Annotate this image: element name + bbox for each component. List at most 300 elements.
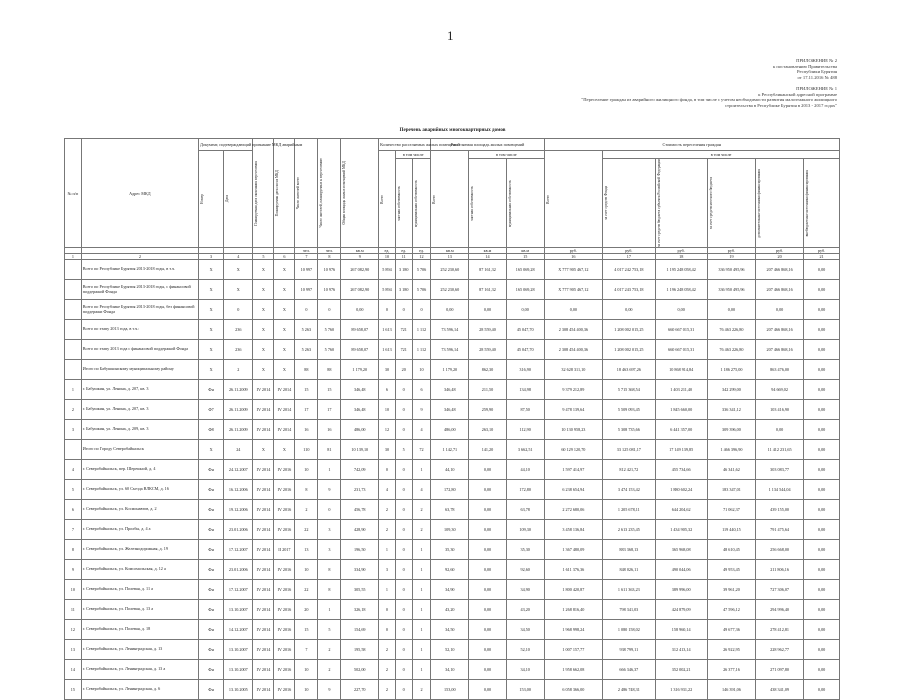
table-cell: IV 2014 xyxy=(253,500,274,520)
table-cell: 0,00 xyxy=(469,580,507,600)
table-cell xyxy=(65,320,82,340)
table-cell: 0,00 xyxy=(506,300,544,320)
table-cell: 92,60 xyxy=(431,560,469,580)
table-row xyxy=(65,360,840,380)
table-cell: 1 179,20 xyxy=(341,360,379,380)
table-cell: 43,20 xyxy=(506,600,544,620)
table-cell: Ф8 xyxy=(199,420,224,440)
table-cell: 73 596,14 xyxy=(431,340,469,360)
table-cell: 742,09 xyxy=(341,460,379,480)
table-cell: 256 668,00 xyxy=(756,540,804,560)
table-cell: IV 2014 xyxy=(253,620,274,640)
header-rooms-ownership: в том числе xyxy=(395,151,431,159)
address-cell: г. Северобайкальск, ул. Полевая, д. 18 xyxy=(81,620,198,640)
table-cell: 195,58 xyxy=(341,640,379,660)
table-cell: 1 xyxy=(318,460,341,480)
table-cell: 863 476,00 xyxy=(756,360,804,380)
table-cell: 17 xyxy=(318,400,341,420)
unit-cell: ед. xyxy=(379,248,396,254)
unit-cell: ед. xyxy=(412,248,431,254)
table-cell: 196,50 xyxy=(341,540,379,560)
table-cell: Фн xyxy=(199,640,224,660)
table-cell: II 2017 xyxy=(274,540,295,560)
table-cell: 15 xyxy=(295,380,318,400)
table-cell: 1 142,71 xyxy=(431,440,469,460)
table-cell: Фн xyxy=(199,520,224,540)
table-cell: 13.10.2005 xyxy=(224,680,253,700)
table-row xyxy=(65,420,840,440)
table-cell: 26.11.2009 xyxy=(224,400,253,420)
table-cell: 17 149 139,85 xyxy=(655,440,707,460)
table-cell: IV 2016 xyxy=(274,560,295,580)
table-cell: IV 2016 xyxy=(274,520,295,540)
table-cell: 0,00 xyxy=(469,540,507,560)
table-cell: Фн xyxy=(199,500,224,520)
table-cell: 1 597 414,97 xyxy=(544,460,603,480)
table-cell: 0,00 xyxy=(804,260,840,280)
table-cell: 0,00 xyxy=(804,540,840,560)
table-cell: 1 179,20 xyxy=(431,360,469,380)
table-row xyxy=(65,640,840,660)
address-cell: г. Северобайкальск, ул. Космонавтов, д. 2 xyxy=(81,500,198,520)
unit-cell: кв.м xyxy=(431,248,469,254)
table-cell: 346,48 xyxy=(341,400,379,420)
table-cell: 0,00 xyxy=(469,480,507,500)
table-cell: 2 xyxy=(412,500,431,520)
table-cell: 5 509 093,45 xyxy=(603,400,655,420)
table-cell: 76 463 226,80 xyxy=(707,320,755,340)
table-cell: 24.12.2007 xyxy=(224,460,253,480)
table-cell: 938 799,11 xyxy=(603,640,655,660)
table-cell: 0,00 xyxy=(804,620,840,640)
table-cell: 10 997 xyxy=(295,260,318,280)
table-cell: 2 272 680,06 xyxy=(544,500,603,520)
table-cell: 7 xyxy=(295,640,318,660)
table-body xyxy=(65,260,840,700)
table-cell: 2 xyxy=(379,640,396,660)
table-cell: 13 xyxy=(295,540,318,560)
table-cell: 1 845 660,00 xyxy=(655,400,707,420)
table-cell: 146 391,06 xyxy=(707,680,755,700)
table-cell: X 777 905 467,12 xyxy=(544,260,603,280)
header-cost-sources: в том числе xyxy=(603,151,840,159)
column-number-cell: 3 xyxy=(199,254,224,260)
table-cell xyxy=(65,300,82,320)
table-cell: 0,00 xyxy=(804,300,840,320)
table-cell: 0 xyxy=(395,380,412,400)
table-cell: 0 xyxy=(395,620,412,640)
table-row xyxy=(65,260,840,280)
table-cell: Фн xyxy=(199,600,224,620)
table-cell: 0,00 xyxy=(804,340,840,360)
table-cell: 346,48 xyxy=(431,400,469,420)
table-cell: 2 486 748,31 xyxy=(603,680,655,700)
table-cell: 1 186 275,00 xyxy=(707,360,755,380)
table-cell: X xyxy=(274,340,295,360)
table-cell: IV 2014 xyxy=(274,420,295,440)
table-cell: 0,00 xyxy=(469,680,507,700)
table-cell: 14.12.2007 xyxy=(224,620,253,640)
table-cell: 1 112 xyxy=(412,340,431,360)
table-cell: X xyxy=(274,280,295,300)
column-number-cell: 10 xyxy=(379,254,396,260)
annex-line: ПРИЛОЖЕНИЕ № 2 xyxy=(796,58,837,63)
table-cell: 389 996,00 xyxy=(655,580,707,600)
unit-cell: руб. xyxy=(603,248,655,254)
column-number-cell: 6 xyxy=(274,254,295,260)
table-cell: X xyxy=(253,440,274,460)
table-cell: 2 xyxy=(379,520,396,540)
table-cell: 0,00 xyxy=(804,640,840,660)
table-cell: 5 xyxy=(395,440,412,460)
table-cell: 309 396,00 xyxy=(707,420,755,440)
table-cell: 165 069,28 xyxy=(506,280,544,300)
table-cell: 227,70 xyxy=(341,680,379,700)
table-cell: 0,00 xyxy=(469,520,507,540)
table-cell: 0,00 xyxy=(804,600,840,620)
table-cell: 3 180 xyxy=(395,260,412,280)
table-cell: X xyxy=(253,260,274,280)
table-cell: 1 196 248 058,42 xyxy=(655,280,707,300)
table-cell: IV 2014 xyxy=(253,680,274,700)
table-cell: 1 268 816,40 xyxy=(544,600,603,620)
table-cell: 4 017 242 753,18 xyxy=(603,260,655,280)
table-cell: 10 xyxy=(379,400,396,420)
table-cell: 45 047,70 xyxy=(506,320,544,340)
table-cell: 0,00 xyxy=(804,500,840,520)
unit-cell: ед. xyxy=(395,248,412,254)
table-cell: 2 xyxy=(379,500,396,520)
table-row xyxy=(65,560,840,580)
table-cell: 9 xyxy=(412,400,431,420)
table-cell: X xyxy=(199,260,224,280)
table-cell: 1 208 002 015,25 xyxy=(603,340,655,360)
table-cell: 0 xyxy=(318,300,341,320)
table-cell: 17 xyxy=(295,400,318,420)
address-cell: г. Северобайкальск, ул. Полевая, д. 13 а xyxy=(81,600,198,620)
table-cell: 13.10.2007 xyxy=(224,660,253,680)
table-cell: IV 2016 xyxy=(274,580,295,600)
table-cell: 0 xyxy=(395,560,412,580)
table-cell: 305,55 xyxy=(341,580,379,600)
table-cell: 2 xyxy=(65,400,82,420)
table-cell: 0,00 xyxy=(469,620,507,640)
table-cell: 1 195 248 058,42 xyxy=(655,260,707,280)
table-cell: 12 xyxy=(379,420,396,440)
table-cell: 3 474 153,42 xyxy=(603,480,655,500)
header-cost-all: Всего xyxy=(544,151,603,248)
table-row xyxy=(65,440,840,460)
table-cell: 49 953,45 xyxy=(707,560,755,580)
table-cell: 28 559,40 xyxy=(469,320,507,340)
table-cell: 134,98 xyxy=(506,380,544,400)
table-cell: Фн xyxy=(199,480,224,500)
address-cell: г. Северобайкальск, ул. Ленинградская, д. 6 xyxy=(81,680,198,700)
table-cell: 0,00 xyxy=(756,300,804,320)
header-cost-group: Стоимость переселения граждан xyxy=(544,139,839,151)
table-cell: 502,00 xyxy=(341,660,379,680)
table-cell: 4 xyxy=(412,480,431,500)
table-cell: 0,00 xyxy=(804,280,840,300)
table-cell: 236 xyxy=(224,340,253,360)
table-cell: 0,00 xyxy=(804,440,840,460)
table-cell: IV 2014 xyxy=(253,380,274,400)
table-cell: 34,10 xyxy=(506,660,544,680)
table-cell: 8 xyxy=(318,580,341,600)
header-cost-local: за счет средств местного бюджета xyxy=(707,159,755,248)
table-cell: X xyxy=(224,260,253,280)
annex-header-main xyxy=(581,86,837,108)
table-cell: 1 611 376,36 xyxy=(544,560,603,580)
table-cell: 0,00 xyxy=(804,460,840,480)
header-area-group: Расселяемая площадь жилых помещений xyxy=(431,139,544,151)
table-cell: IV 2014 xyxy=(253,600,274,620)
table-cell: 34,90 xyxy=(506,580,544,600)
table-cell: IV 2016 xyxy=(274,620,295,640)
table-cell: X xyxy=(199,440,224,460)
table-cell: 109,30 xyxy=(506,520,544,540)
table-row xyxy=(65,680,840,700)
column-number-cell: 12 xyxy=(412,254,431,260)
table-cell: 5 760 xyxy=(318,340,341,360)
table-cell: 60 129 120,70 xyxy=(544,440,603,460)
table-cell: 0,00 xyxy=(469,600,507,620)
table-cell: 1 316 931,22 xyxy=(655,680,707,700)
column-number-cell: 11 xyxy=(395,254,412,260)
table-cell: 6 xyxy=(65,500,82,520)
table-cell: 92,60 xyxy=(506,560,544,580)
table-cell: 48 610,45 xyxy=(707,540,755,560)
table-cell: 72 xyxy=(412,440,431,460)
table-cell: 1 xyxy=(412,540,431,560)
table-cell: 1 613 xyxy=(379,320,396,340)
table-cell: 10 xyxy=(295,560,318,580)
column-number-cell: 5 xyxy=(253,254,274,260)
table-cell: 0,00 xyxy=(804,400,840,420)
table-cell: 1 xyxy=(412,660,431,680)
table-cell: 1 403 211,40 xyxy=(655,380,707,400)
table-cell: 0 xyxy=(379,300,396,320)
table-cell: 15 xyxy=(295,620,318,640)
table-cell: Фн xyxy=(199,580,224,600)
table-cell: 3 xyxy=(318,540,341,560)
table-cell: 798 341,03 xyxy=(603,600,655,620)
address-cell: г. Бабушкин, ул. Ленина, д. 207, кв. 3 xyxy=(81,380,198,400)
table-cell: 0,00 xyxy=(603,300,655,320)
table-cell: 346,48 xyxy=(341,380,379,400)
table-cell: 0,00 xyxy=(804,320,840,340)
table-cell: 0 xyxy=(224,300,253,320)
table-cell: IV 2014 xyxy=(253,660,274,680)
table-cell: 660 667 015,31 xyxy=(655,320,707,340)
table-cell: IV 2014 xyxy=(253,460,274,480)
table-cell: 0,00 xyxy=(804,580,840,600)
table-cell: X xyxy=(199,300,224,320)
table-row xyxy=(65,340,840,360)
table-cell: 9 xyxy=(318,680,341,700)
table-cell: 45 047,70 xyxy=(506,340,544,360)
table-cell: 13.10.2007 xyxy=(224,640,253,660)
page-number: 1 xyxy=(447,28,454,43)
table-cell: 30 xyxy=(379,440,396,460)
table-cell: 1 208 002 015,25 xyxy=(603,320,655,340)
table-cell: 0,00 xyxy=(469,560,507,580)
table-cell: 89 658,07 xyxy=(341,340,379,360)
table-cell: 10 130 958,23 xyxy=(544,420,603,440)
header-rooms-private: частная собственность xyxy=(395,159,412,248)
table-cell: 23.01.2006 xyxy=(224,520,253,540)
table-cell: IV 2014 xyxy=(253,480,274,500)
table-cell: 3 180 xyxy=(395,280,412,300)
table-cell: X xyxy=(224,280,253,300)
column-number-cell: 18 xyxy=(655,254,707,260)
table-cell: 0 xyxy=(395,540,412,560)
table-cell: 52,10 xyxy=(506,640,544,660)
header-planned-demolition: Планируемая дата сноса МКД xyxy=(274,139,295,248)
table-cell: 10 xyxy=(412,360,431,380)
table-cell: 6 058 366,00 xyxy=(544,680,603,700)
table-cell: IV 2014 xyxy=(253,420,274,440)
table-cell: 0,00 xyxy=(544,300,603,320)
table-cell: 5 894 xyxy=(379,260,396,280)
header-area-total: Общая площадь жилых помещений МКД xyxy=(341,139,379,248)
table-cell: 438 341,09 xyxy=(756,680,804,700)
table-cell: IV 2014 xyxy=(274,400,295,420)
table-cell: 153,00 xyxy=(506,680,544,700)
table-cell: 0,00 xyxy=(804,520,840,540)
table-cell: 334,90 xyxy=(341,560,379,580)
table-cell: 1 xyxy=(65,380,82,400)
table-cell: 110 xyxy=(295,440,318,460)
table-cell: 34,50 xyxy=(506,620,544,640)
table-cell: 326,18 xyxy=(341,600,379,620)
table-cell: 103 416,90 xyxy=(756,400,804,420)
table-cell: 1 800 420,87 xyxy=(544,580,603,600)
column-number-cell: 7 xyxy=(295,254,318,260)
table-cell: 22 xyxy=(295,520,318,540)
table-cell: 119 440,15 xyxy=(707,520,755,540)
table-cell: 5 706 xyxy=(412,280,431,300)
table-cell: 153,00 xyxy=(431,680,469,700)
unit-cell: руб. xyxy=(804,248,840,254)
table-cell: 0,00 xyxy=(469,460,507,480)
table-cell: 0 xyxy=(395,520,412,540)
unit-cell: кв.м xyxy=(341,248,379,254)
table-cell: 11 412 231,65 xyxy=(756,440,804,460)
table-cell: 10 976 xyxy=(318,260,341,280)
table-cell: 231,73 xyxy=(341,480,379,500)
column-number-cell: 8 xyxy=(318,254,341,260)
unit-cell: руб. xyxy=(655,248,707,254)
table-cell: 87 161,32 xyxy=(469,280,507,300)
table-cell: X xyxy=(253,340,274,360)
column-number-cell: 15 xyxy=(506,254,544,260)
table-cell: 490 044,06 xyxy=(655,560,707,580)
address-cell: Всего по Республике Бурятия 2013-2018 годы, в т.ч. xyxy=(81,260,198,280)
column-number-cell: 9 xyxy=(341,254,379,260)
table-cell: 2 308 454 400,36 xyxy=(544,320,603,340)
table-cell: 0 xyxy=(395,420,412,440)
table-cell: 0 xyxy=(395,640,412,660)
table-cell: 259,90 xyxy=(469,400,507,420)
table-row xyxy=(65,380,840,400)
table-cell: 0 xyxy=(395,480,412,500)
table-cell: 34,90 xyxy=(431,580,469,600)
table-cell: 0,00 xyxy=(655,300,707,320)
table-cell: 26 922,95 xyxy=(707,640,755,660)
table-cell: IV 2016 xyxy=(274,460,295,480)
header-doc-number: Номер xyxy=(199,151,224,248)
table-cell: 172,80 xyxy=(506,480,544,500)
table-cell: 76 463 226,80 xyxy=(707,340,755,360)
address-cell: г. Северобайкальск, ул. Комсомольская, д. 12 а xyxy=(81,560,198,580)
table-cell: 30 xyxy=(379,360,396,380)
table-cell xyxy=(65,360,82,380)
table-cell: 0,00 xyxy=(756,420,804,440)
table-cell: 73 596,14 xyxy=(431,320,469,340)
table-cell: 52,10 xyxy=(431,640,469,660)
address-cell: г. Северобайкальск, ул. Полевая, д. 11 а xyxy=(81,580,198,600)
table-cell: 0,00 xyxy=(469,640,507,660)
table-cell: 1 080 158,02 xyxy=(603,620,655,640)
table-cell: 1 880 602,24 xyxy=(655,480,707,500)
table-cell: 303 083,77 xyxy=(756,460,804,480)
column-number-cell: 14 xyxy=(469,254,507,260)
table-cell: 5 715 368,54 xyxy=(603,380,655,400)
table-cell: 3 xyxy=(65,420,82,440)
table-cell: 1 xyxy=(379,580,396,600)
table-cell: 346,48 xyxy=(431,380,469,400)
column-number-cell: 16 xyxy=(544,254,603,260)
table-cell: 0 xyxy=(395,500,412,520)
column-number-cell: 4 xyxy=(224,254,253,260)
table-cell: 207 466 868,16 xyxy=(756,280,804,300)
table-cell: 0 xyxy=(395,400,412,420)
table-cell: X xyxy=(253,300,274,320)
table-cell: 252 230,60 xyxy=(431,280,469,300)
table-cell: 183 347,01 xyxy=(707,480,755,500)
table-cell: 207 466 868,16 xyxy=(756,340,804,360)
table-cell: 1 xyxy=(379,540,396,560)
table-cell: 1 367 480,09 xyxy=(544,540,603,560)
table-cell: 252 230,60 xyxy=(431,260,469,280)
unit-cell: чел. xyxy=(295,248,318,254)
table-cell: 154,69 xyxy=(341,620,379,640)
table-cell: 16 xyxy=(295,420,318,440)
column-number-cell: 21 xyxy=(804,254,840,260)
table-cell: 17.12.2007 xyxy=(224,580,253,600)
table-cell: 28 559,40 xyxy=(469,340,507,360)
address-cell: Всего по Республике Бурятия 2013-2018 годы, без финансовой поддержки Фонда xyxy=(81,300,198,320)
table-cell: 0 xyxy=(395,660,412,680)
table-cell: 1 xyxy=(412,560,431,580)
table-cell: 9 379 212,89 xyxy=(544,380,603,400)
table-cell: 0 xyxy=(412,300,431,320)
table-cell: 39 961,20 xyxy=(707,580,755,600)
header-cost-fund: за счет средств Фонда xyxy=(603,159,655,248)
table-cell: 207 466 868,16 xyxy=(756,260,804,280)
table-cell: 10 139,10 xyxy=(341,440,379,460)
table-row xyxy=(65,500,840,520)
table-cell: 862,30 xyxy=(469,360,507,380)
table-cell: 12 xyxy=(65,620,82,640)
table-cell: 63,78 xyxy=(431,500,469,520)
table-cell: 211,50 xyxy=(469,380,507,400)
table-cell: 2 xyxy=(412,520,431,540)
table-cell: 336 950 495,96 xyxy=(707,260,755,280)
table-cell: 23.01.2006 xyxy=(224,560,253,580)
table-cell: 13.10.2007 xyxy=(224,600,253,620)
